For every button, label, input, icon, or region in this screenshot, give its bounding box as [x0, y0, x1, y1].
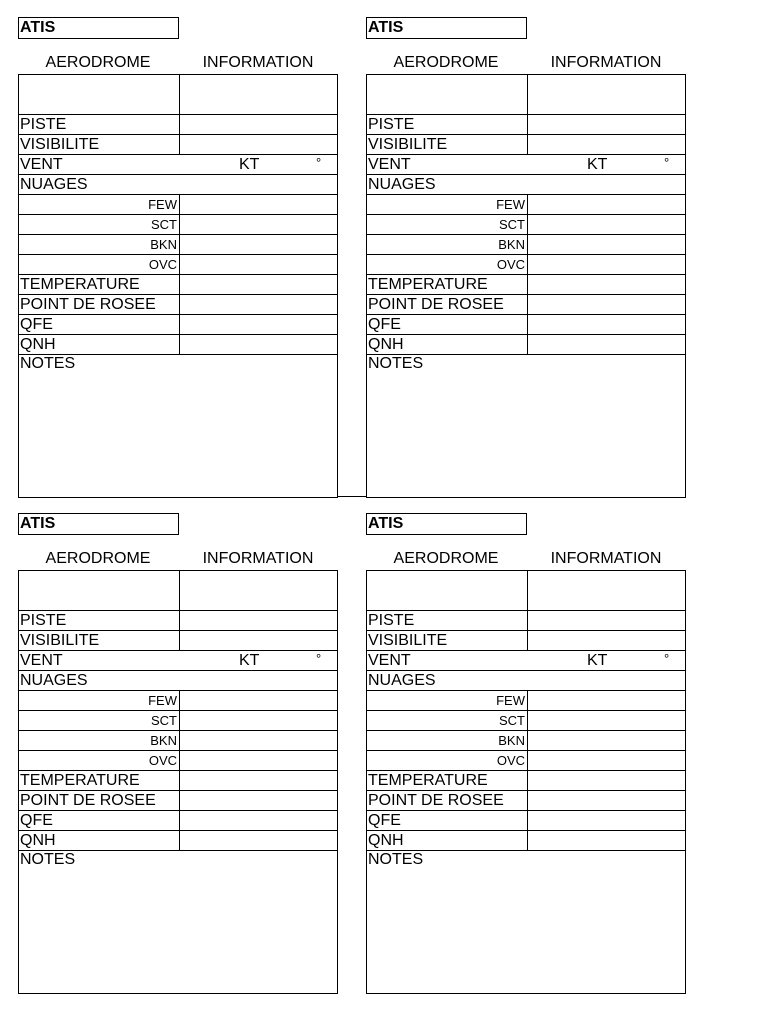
kt-unit: KT	[587, 652, 608, 669]
visibilite-label: VISIBILITE	[20, 632, 100, 649]
qnh-row	[367, 831, 685, 851]
qfe-row	[367, 811, 685, 831]
few-row	[19, 691, 337, 711]
qnh-field[interactable]	[179, 831, 337, 850]
information-header: INFORMATION	[550, 550, 662, 567]
bkn-field[interactable]	[527, 235, 685, 254]
few-row	[367, 195, 685, 215]
qfe-row	[19, 315, 337, 335]
notes-area[interactable]	[367, 869, 685, 993]
point-de-rosee-label: POINT DE ROSEE	[368, 792, 504, 809]
temperature-label: TEMPERATURE	[20, 772, 140, 789]
point-de-rosee-row	[367, 295, 685, 315]
visibilite-field[interactable]	[527, 135, 685, 154]
bkn-field[interactable]	[179, 235, 337, 254]
nuages-row	[367, 175, 685, 195]
header-entry-row	[19, 571, 337, 611]
visibilite-field[interactable]	[527, 631, 685, 650]
temperature-field[interactable]	[527, 771, 685, 790]
notes-label: NOTES	[368, 851, 424, 868]
temperature-field[interactable]	[179, 771, 337, 790]
information-field[interactable]	[179, 571, 337, 610]
piste-row	[19, 115, 337, 135]
qnh-label: QNH	[368, 336, 404, 353]
information-header: INFORMATION	[550, 54, 662, 71]
header-entry-row	[367, 75, 685, 115]
notes-area[interactable]	[19, 373, 337, 497]
ovc-field[interactable]	[179, 751, 337, 770]
visibilite-label: VISIBILITE	[368, 136, 448, 153]
qfe-label: QFE	[20, 316, 53, 333]
vent-row	[19, 155, 337, 175]
aerodrome-field[interactable]	[19, 75, 179, 114]
qfe-label: QFE	[368, 316, 401, 333]
sct-label: SCT	[499, 713, 525, 728]
ovc-label: OVC	[148, 753, 177, 768]
point-de-rosee-label: POINT DE ROSEE	[20, 296, 156, 313]
qfe-row	[367, 315, 685, 335]
sct-label: SCT	[499, 217, 525, 232]
sct-row	[19, 215, 337, 235]
degree-unit: °	[316, 651, 322, 666]
piste-field[interactable]	[527, 611, 685, 630]
kt-unit: KT	[239, 156, 260, 173]
nuages-label: NUAGES	[368, 672, 436, 689]
temperature-label: TEMPERATURE	[368, 276, 488, 293]
nuages-label: NUAGES	[20, 176, 88, 193]
bkn-field[interactable]	[179, 731, 337, 750]
nuages-label: NUAGES	[368, 176, 436, 193]
qnh-field[interactable]	[179, 335, 337, 354]
aerodrome-field[interactable]	[367, 75, 527, 114]
qnh-row	[19, 831, 337, 851]
point-de-rosee-field[interactable]	[527, 295, 685, 314]
degree-unit: °	[664, 651, 670, 666]
aerodrome-header: AERODROME	[45, 550, 151, 567]
sct-field[interactable]	[179, 711, 337, 730]
aerodrome-header: AERODROME	[393, 54, 499, 71]
point-de-rosee-label: POINT DE ROSEE	[368, 296, 504, 313]
few-label: FEW	[148, 693, 177, 708]
kt-unit: KT	[239, 652, 260, 669]
bkn-label: BKN	[150, 733, 177, 748]
visibilite-field[interactable]	[179, 135, 337, 154]
temperature-row	[19, 771, 337, 791]
vent-field[interactable]	[527, 651, 685, 670]
piste-label: PISTE	[368, 612, 415, 629]
qfe-label: QFE	[368, 812, 401, 829]
nuages-label: NUAGES	[20, 672, 88, 689]
information-field[interactable]	[179, 75, 337, 114]
sct-row	[367, 711, 685, 731]
piste-row	[367, 611, 685, 631]
vent-field[interactable]	[527, 155, 685, 174]
bkn-label: BKN	[150, 237, 177, 252]
ovc-label: OVC	[496, 257, 525, 272]
point-de-rosee-row	[367, 791, 685, 811]
degree-unit: °	[664, 155, 670, 170]
qnh-label: QNH	[20, 336, 56, 353]
visibilite-row	[367, 631, 685, 651]
qfe-label: QFE	[20, 812, 53, 829]
ovc-row	[367, 255, 685, 275]
information-header: INFORMATION	[202, 54, 314, 71]
qnh-field[interactable]	[527, 335, 685, 354]
ovc-label: OVC	[496, 753, 525, 768]
ovc-row	[367, 751, 685, 771]
qnh-row	[19, 335, 337, 355]
bkn-field[interactable]	[527, 731, 685, 750]
header-entry-row	[19, 75, 337, 115]
few-field[interactable]	[527, 195, 685, 214]
atis-title: ATIS	[18, 513, 179, 535]
ovc-label: OVC	[148, 257, 177, 272]
nuages-row	[19, 175, 337, 195]
visibilite-label: VISIBILITE	[20, 136, 100, 153]
qfe-row	[19, 811, 337, 831]
information-header: INFORMATION	[202, 550, 314, 567]
information-field[interactable]	[527, 75, 685, 114]
vent-row	[367, 155, 685, 175]
point-de-rosee-field[interactable]	[179, 791, 337, 810]
aerodrome-header: AERODROME	[45, 54, 151, 71]
atis-title: ATIS	[18, 17, 179, 39]
atis-title: ATIS	[366, 513, 527, 535]
bkn-row	[367, 235, 685, 255]
visibilite-field[interactable]	[179, 631, 337, 650]
nuages-row	[367, 671, 685, 691]
few-row	[367, 691, 685, 711]
sct-row	[367, 215, 685, 235]
piste-label: PISTE	[20, 612, 67, 629]
qnh-label: QNH	[368, 832, 404, 849]
qfe-field[interactable]	[527, 811, 685, 830]
atis-form	[366, 74, 686, 498]
bkn-row	[367, 731, 685, 751]
qnh-field[interactable]	[527, 831, 685, 850]
visibilite-row	[19, 631, 337, 651]
temperature-row	[19, 275, 337, 295]
piste-label: PISTE	[20, 116, 67, 133]
vent-field[interactable]	[179, 155, 337, 174]
few-label: FEW	[148, 197, 177, 212]
bkn-label: BKN	[498, 733, 525, 748]
degree-unit: °	[316, 155, 322, 170]
piste-label: PISTE	[368, 116, 415, 133]
qfe-field[interactable]	[179, 811, 337, 830]
atis-form	[18, 74, 338, 498]
divider-line	[338, 496, 366, 497]
temperature-row	[367, 771, 685, 791]
bkn-row	[19, 235, 337, 255]
few-field[interactable]	[527, 691, 685, 710]
bkn-label: BKN	[498, 237, 525, 252]
few-label: FEW	[496, 197, 525, 212]
piste-field[interactable]	[527, 115, 685, 134]
temperature-label: TEMPERATURE	[20, 276, 140, 293]
vent-field[interactable]	[179, 651, 337, 670]
ovc-field[interactable]	[527, 751, 685, 770]
bkn-row	[19, 731, 337, 751]
qfe-field[interactable]	[179, 315, 337, 334]
qfe-field[interactable]	[527, 315, 685, 334]
temperature-field[interactable]	[179, 275, 337, 294]
ovc-field[interactable]	[179, 255, 337, 274]
few-label: FEW	[496, 693, 525, 708]
piste-field[interactable]	[179, 611, 337, 630]
sct-field[interactable]	[527, 215, 685, 234]
qnh-row	[367, 335, 685, 355]
point-de-rosee-row	[19, 295, 337, 315]
sct-row	[19, 711, 337, 731]
nuages-row	[19, 671, 337, 691]
visibilite-label: VISIBILITE	[368, 632, 448, 649]
point-de-rosee-field[interactable]	[527, 791, 685, 810]
notes-label: NOTES	[20, 355, 76, 372]
aerodrome-field[interactable]	[19, 571, 179, 610]
visibilite-row	[19, 135, 337, 155]
vent-label: VENT	[368, 652, 411, 669]
notes-label: NOTES	[20, 851, 76, 868]
point-de-rosee-row	[19, 791, 337, 811]
qnh-label: QNH	[20, 832, 56, 849]
sct-field[interactable]	[527, 711, 685, 730]
aerodrome-header: AERODROME	[393, 550, 499, 567]
few-field[interactable]	[179, 195, 337, 214]
vent-row	[19, 651, 337, 671]
sct-field[interactable]	[179, 215, 337, 234]
vent-label: VENT	[20, 156, 63, 173]
vent-label: VENT	[20, 652, 63, 669]
temperature-label: TEMPERATURE	[368, 772, 488, 789]
point-de-rosee-field[interactable]	[179, 295, 337, 314]
few-row	[19, 195, 337, 215]
point-de-rosee-label: POINT DE ROSEE	[20, 792, 156, 809]
temperature-row	[367, 275, 685, 295]
sct-label: SCT	[151, 217, 177, 232]
kt-unit: KT	[587, 156, 608, 173]
notes-label: NOTES	[368, 355, 424, 372]
aerodrome-field[interactable]	[367, 571, 527, 610]
ovc-row	[19, 255, 337, 275]
header-entry-row	[367, 571, 685, 611]
atis-title: ATIS	[366, 17, 527, 39]
piste-field[interactable]	[179, 115, 337, 134]
sct-label: SCT	[151, 713, 177, 728]
ovc-row	[19, 751, 337, 771]
visibilite-row	[367, 135, 685, 155]
atis-form	[18, 570, 338, 994]
ovc-field[interactable]	[527, 255, 685, 274]
information-field[interactable]	[527, 571, 685, 610]
temperature-field[interactable]	[527, 275, 685, 294]
notes-area[interactable]	[367, 373, 685, 497]
few-field[interactable]	[179, 691, 337, 710]
atis-form	[366, 570, 686, 994]
piste-row	[367, 115, 685, 135]
piste-row	[19, 611, 337, 631]
vent-row	[367, 651, 685, 671]
vent-label: VENT	[368, 156, 411, 173]
notes-area[interactable]	[19, 869, 337, 993]
